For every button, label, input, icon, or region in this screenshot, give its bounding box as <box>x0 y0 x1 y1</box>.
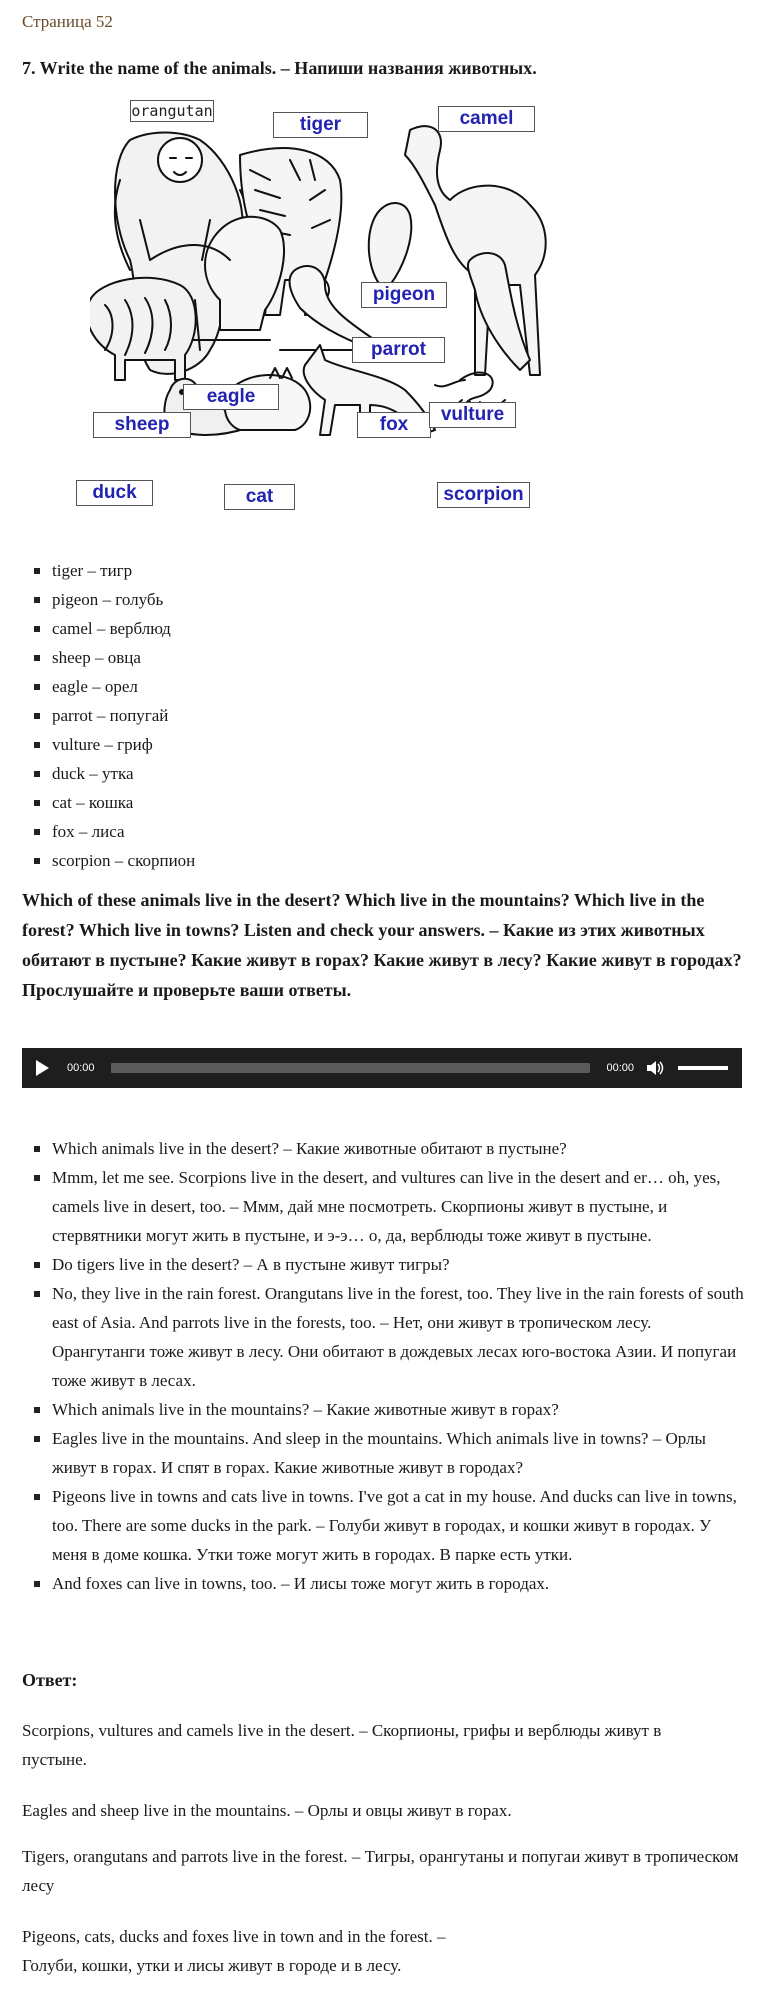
sheep-drawing <box>90 278 196 380</box>
label-fox: fox <box>357 412 431 438</box>
list-item: camel – верблюд <box>28 614 728 643</box>
label-tiger: tiger <box>273 112 368 138</box>
list-item: Which animals live in the desert? – Какие животные обитают в пустыне? <box>28 1134 748 1163</box>
label-duck: duck <box>76 480 153 506</box>
volume-icon[interactable] <box>646 1060 664 1076</box>
label-sheep: sheep <box>93 412 191 438</box>
label-eagle: eagle <box>183 384 279 410</box>
label-scorpion: scorpion <box>437 482 530 508</box>
vocabulary-list <box>28 556 728 875</box>
animals-illustration <box>90 100 680 540</box>
list-item: No, they live in the rain forest. Orangutans live in the forest, too. They live in the rain forests of south east of Asia. And parrots live in the forests, too. – Нет, они живут в тропическом лесу. Орангутанги тоже живут в лесу. Они обитают в дождевых лесах юго-востока Азии. И попугаи тоже живут в лесах. <box>28 1279 748 1395</box>
current-time: 00:00 <box>67 1062 95 1074</box>
answer-paragraph: Eagles and sheep live in the mountains. – Орлы и овцы живут в горах. <box>22 1801 512 1820</box>
duration-time: 00:00 <box>606 1062 634 1074</box>
task-title: 7. Write the name of the animals. – Напиши названия животных. <box>22 58 537 78</box>
list-item: Eagles live in the mountains. And sleep in the mountains. Which animals live in towns? – Орлы живут в горах. И спят в горах. Какие животные живут в городах? <box>28 1424 748 1482</box>
list-item: cat – кошка <box>28 788 728 817</box>
play-icon[interactable] <box>36 1060 49 1076</box>
list-item: And foxes can live in towns, too. – И лисы тоже могут жить в городах. <box>28 1569 748 1598</box>
list-item: sheep – овца <box>28 643 728 672</box>
question-text: Which of these animals live in the desert? Which live in the mountains? Which live in the forest? Which live in towns? Listen and check your answers. – Какие из этих животных обитают в пустыне? Какие живут в горах? Какие живут в лесу? Какие живут в городах? Прослушайте и проверьте ваши ответы. <box>22 890 742 1000</box>
label-cat: cat <box>224 484 295 510</box>
answer-paragraph: Pigeons, cats, ducks and foxes live in town and in the forest. – Голуби, кошки, утки и лисы живут в городе и в лесу. <box>22 1927 446 1975</box>
list-item: eagle – орел <box>28 672 728 701</box>
volume-slider[interactable] <box>678 1066 728 1070</box>
list-item: duck – утка <box>28 759 728 788</box>
list-item: parrot – попугай <box>28 701 728 730</box>
list-item: Which animals live in the mountains? – Какие животные живут в горах? <box>28 1395 748 1424</box>
answer-paragraph: Scorpions, vultures and camels live in the desert. – Скорпионы, грифы и верблюды живут в пустыне. <box>22 1721 662 1769</box>
answer-heading: Ответ: <box>22 1670 78 1690</box>
page-number-link[interactable]: Страница 52 <box>22 12 113 31</box>
list-item: Do tigers live in the desert? – А в пустыне живут тигры? <box>28 1250 748 1279</box>
label-orangutan: orangutan <box>131 102 213 120</box>
list-item: pigeon – голубь <box>28 585 728 614</box>
label-camel: camel <box>438 106 535 132</box>
dialog-list <box>28 1134 748 1598</box>
list-item: vulture – гриф <box>28 730 728 759</box>
list-item: Mmm, let me see. Scorpions live in the desert, and vultures can live in the desert and er… oh, yes, camels live in desert, too. – Ммм, дай мне посмотреть. Скорпионы живут в пустыне, и стервятники могут жить в пустыне, и э-э… о, да, верблюды тоже живут в пустыне. <box>28 1163 748 1250</box>
list-item: tiger – тигр <box>28 556 728 585</box>
label-vulture: vulture <box>429 402 516 428</box>
list-item: scorpion – скорпион <box>28 846 728 875</box>
progress-track[interactable] <box>111 1063 591 1073</box>
audio-player <box>22 1048 742 1088</box>
list-item: Pigeons live in towns and cats live in towns. I've got a cat in my house. And ducks can live in towns, too. There are some ducks in the park. – Голуби живут в городах, и кошки живут в городах. У меня в доме кошка. Утки тоже могут жить в городах. В парке есть утки. <box>28 1482 748 1569</box>
list-item: fox – лиса <box>28 817 728 846</box>
answer-paragraph: Tigers, orangutans and parrots live in the forest. – Тигры, орангутаны и попугаи живут в тропическом лесу <box>22 1847 739 1895</box>
label-pigeon: pigeon <box>361 282 447 308</box>
label-parrot: parrot <box>352 337 445 363</box>
